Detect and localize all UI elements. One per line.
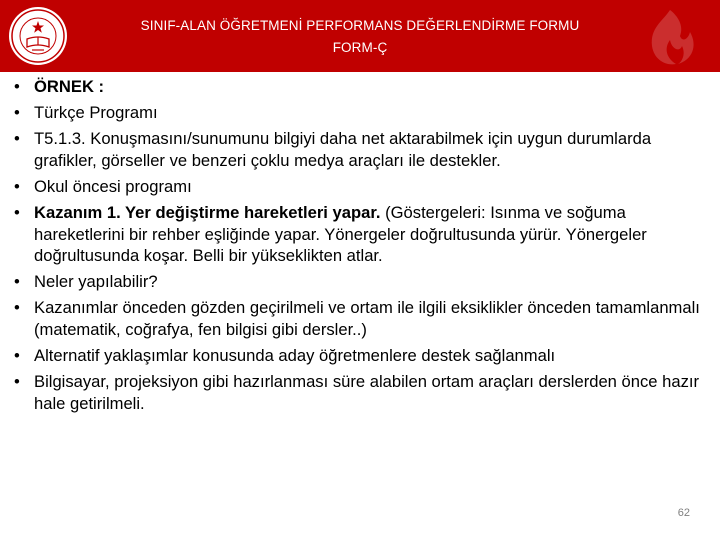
ministry-seal-icon	[8, 6, 68, 66]
bullet-bold-text: ÖRNEK :	[34, 77, 105, 96]
slide-header	[0, 0, 720, 72]
page-number: 62	[677, 507, 690, 519]
bullet-text: T5.1.3. Konuşmasını/sunumunu bilgiyi daha net aktarabilmek için uygun durumlarda grafikler, görseller ve benzeri çoklu medya araçları ile destekler.	[34, 128, 652, 170]
bullet-bilgisayar	[14, 371, 704, 415]
bullet-text: (Göstergeleri: Isınma ve soğuma hareketlerini bir rehber eşliğinde yapar. Yönergeler doğrultusunda yürür. Yönergeler doğrultusunda koşar. Belli bir yükseklikten atlar.	[34, 202, 647, 266]
bullet-text: Okul öncesi programı	[34, 176, 192, 196]
page-title-line-1: SINIF-ALAN ÖĞRETMENİ PERFORMANS DEĞERLENDİRME FORMU	[140, 18, 580, 33]
bullet-text: Alternatif yaklaşımlar konusunda aday öğretmenlere destek sağlanmalı	[34, 346, 556, 366]
bullet-text: Türkçe Programı	[34, 102, 158, 122]
bullet-okul-oncesi	[14, 176, 704, 198]
bullet-list	[14, 76, 704, 419]
bullet-t513	[14, 128, 704, 172]
page-title	[100, 15, 620, 59]
bullet-neler-yapilabilir	[14, 271, 704, 293]
bullet-text: Bilgisayar, projeksiyon gibi hazırlanması süre alabilen ortam araçları derslerden önce hazır hale getirilmeli.	[34, 372, 699, 413]
bullet-kazanim-1	[14, 202, 704, 267]
flame-watermark-icon	[636, 6, 706, 68]
bullet-bold-text: Kazanım 1. Yer değiştirme hareketleri yapar.	[34, 202, 381, 222]
bullet-text: Kazanımlar önceden gözden geçirilmeli ve ortam ile ilgili eksiklikler önceden tamamlanmalı (matematik, coğrafya, fen bilgisi gibi dersler..)	[34, 298, 700, 340]
bullet-turkce-programi	[14, 102, 704, 124]
bullet-kazanimlar	[14, 297, 704, 341]
page-title-line-2: FORM-Ç	[332, 40, 388, 55]
bullet-text: Neler yapılabilir?	[34, 272, 158, 292]
bullet-alternatif	[14, 345, 704, 367]
bullet-ornek	[14, 76, 704, 98]
